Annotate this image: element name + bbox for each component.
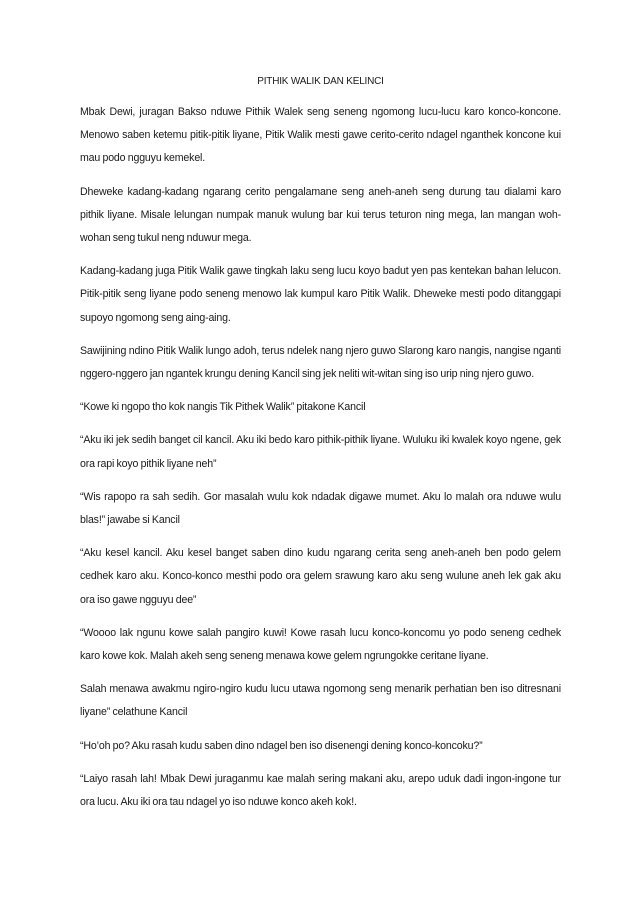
paragraph: Dheweke kadang-kadang ngarang cerito pengalamane seng aneh-aneh seng durung tau dialami karo pithik liyane. Misale lelungan numpak manuk wulung bar kui terus teturon ning mega, lan mangan woh-wohan seng tukul neng nduwur mega. <box>80 185 561 245</box>
document-body <box>80 101 561 814</box>
paragraph: Kadang-kadang juga Pitik Walik gawe tingkah laku seng lucu koyo badut yen pas kentekan bahan lelucon. Pitik-pitik seng liyane podo seneng menowo lak kumpul karo Pitik Walik. Dheweke mesti podo ditanggapi supoyo ngomong seng aing-aing. <box>80 265 561 324</box>
document-title: PITHIK WALIK DAN KELINCI <box>257 76 384 87</box>
paragraph: “Wis rapopo ra sah sedih. Gor masalah wulu kok ndadak digawe mumet. Aku lo malah ora nduwe wulu blas!” jawabe si Kancil <box>80 490 561 527</box>
paragraph: Salah menawa awakmu ngiro-ngiro kudu lucu utawa ngomong seng menarik perhatian ben iso ditresnani liyane” celathune Kancil <box>80 683 561 719</box>
paragraph: “Aku iki jek sedih banget cil kancil. Aku iki bedo karo pithik-pithik liyane. Wuluku iki kwalek koyo ngene, gek ora rapi koyo pithik liyane neh” <box>80 434 561 470</box>
paragraph: “Ho’oh po? Aku rasah kudu saben dino ndagel ben iso disenengi dening konco-koncoku?” <box>80 739 483 752</box>
paragraph: “Woooo lak ngunu kowe salah pangiro kuwi! Kowe rasah lucu konco-koncomu yo podo seneng cedhek karo kowe kok. Malah akeh seng seneng menawa kowe gelem ngrungokke ceritane liyane. <box>80 626 561 663</box>
paragraph: “Kowe ki ngopo tho kok nangis Tik Pithek Walik” pitakone Kancil <box>80 401 366 414</box>
paragraph: Sawijining ndino Pitik Walik lungo adoh, terus ndelek nang njero guwo Slarong karo nangis, nangise nganti nggero-nggero jan ngantek krungu dening Kancil sing jek neliti wit-witan sing iso urip ning njero guwo. <box>80 344 561 381</box>
paragraph: “Laiyo rasah lah! Mbak Dewi juraganmu kae malah sering makani aku, arepo uduk dadi ingon-ingone tur ora lucu. Aku iki ora tau ndagel yo iso nduwe konco akeh kok!. <box>80 772 561 809</box>
paragraph: Mbak Dewi, juragan Bakso nduwe Pithik Walek seng seneng ngomong lucu-lucu karo konco-koncone. Menowo saben ketemu pitik-pitik liyane, Pitik Walik mesti gawe cerito-cerito ndagel nganthek koncone kui mau podo ngguyu kemekel. <box>80 106 561 165</box>
paragraph: “Aku kesel kancil. Aku kesel banget saben dino kudu ngarang cerita seng aneh-aneh ben podo gelem cedhek karo aku. Konco-konco mesthi podo ora gelem srawung karo aku seng wulune aneh lek gak aku ora iso gawe ngguyu dee” <box>80 547 561 606</box>
